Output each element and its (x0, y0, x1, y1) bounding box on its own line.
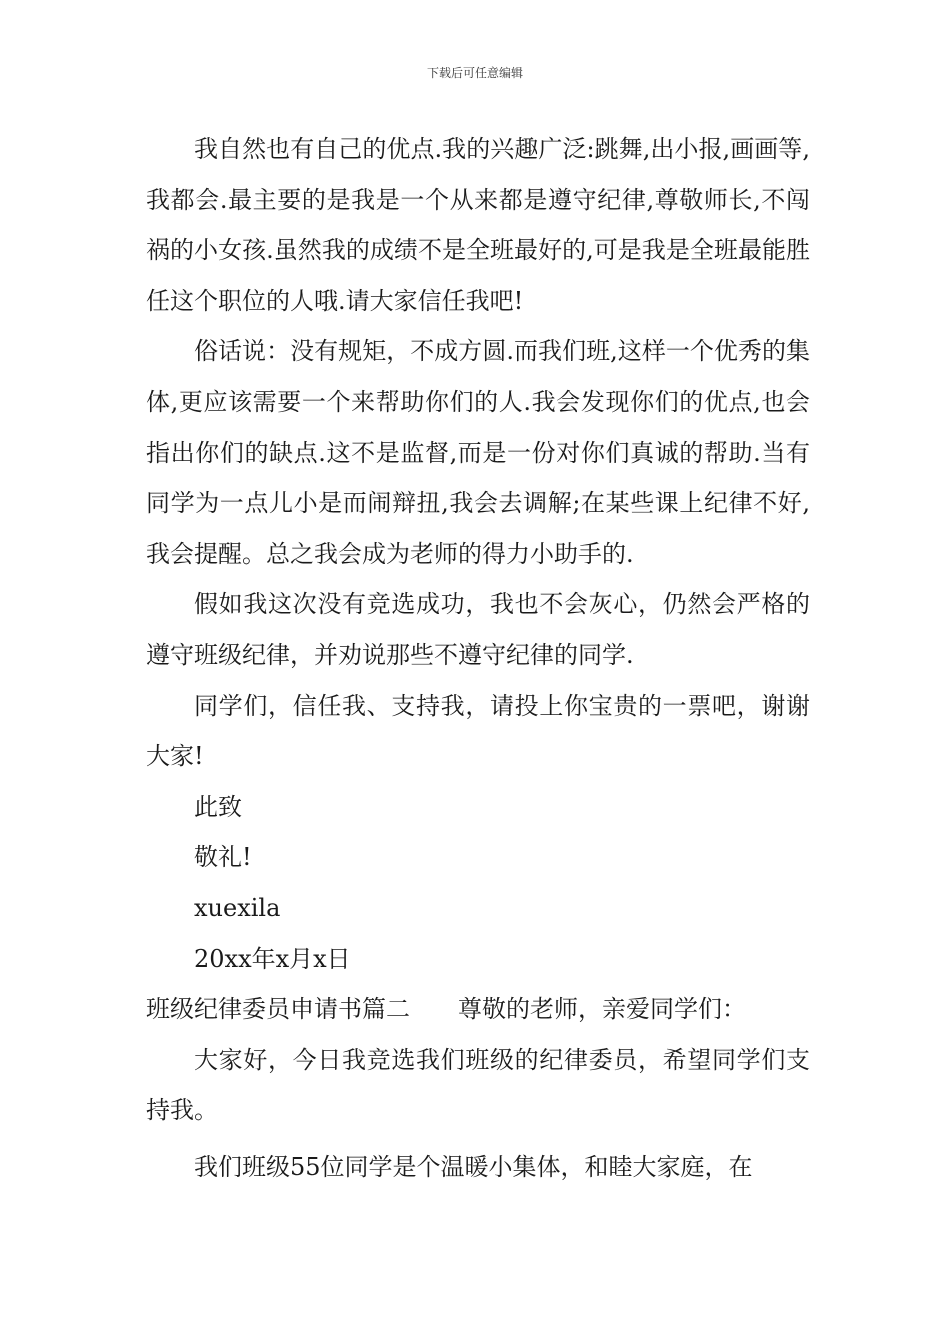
signature-date: 20xx年x月x日 (194, 944, 351, 973)
section-heading-line (146, 984, 810, 1035)
paragraph-if-fail: 假如我这次没有竞选成功，我也不会灰心，仍然会严格的遵守班级纪律，并劝说那些不遵守纪律的同学. (146, 590, 810, 669)
closing-jingli: 敬礼! (194, 843, 252, 872)
paragraph-greeting: 大家好，今日我竞选我们班级的纪律委员，希望同学们支持我。 (146, 1045, 810, 1125)
paragraph-class-intro: 我们班级55位同学是个温暖小集体，和睦大家庭，在 (194, 1152, 753, 1181)
salutation: 尊敬的老师，亲爱同学们： (458, 995, 746, 1024)
paragraph-strengths: 我自然也有自己的优点.我的兴趣广泛:跳舞,出小报,画画等,我都会.最主要的是我是一个从来都是遵守纪律,尊敬师长,不闯祸的小女孩.虽然我的成绩不是全班最好的,可是我是全班最能胜任这个职位的人哦.请大家信任我吧! (146, 135, 810, 315)
page-header-note: 下载后可任意编辑 (426, 66, 523, 80)
signature-name: xuexila (194, 893, 281, 922)
section-title: 班级纪律委员申请书篇二 (146, 995, 410, 1024)
document-body (146, 124, 810, 1192)
paragraph-appeal: 同学们，信任我、支持我，请投上你宝贵的一票吧，谢谢大家! (146, 691, 810, 771)
closing-cizhi: 此致 (194, 792, 242, 821)
paragraph-rules: 俗话说：没有规矩，不成方圆.而我们班,这样一个优秀的集体,更应该需要一个来帮助你们的人.我会发现你们的优点,也会指出你们的缺点.这不是监督,而是一份对你们真诚的帮助.当有同学为一点儿小是而闹辩扭,我会去调解;在某些课上纪律不好,我会提醒。总之我会成为老师的得力小助手的. (146, 337, 810, 568)
